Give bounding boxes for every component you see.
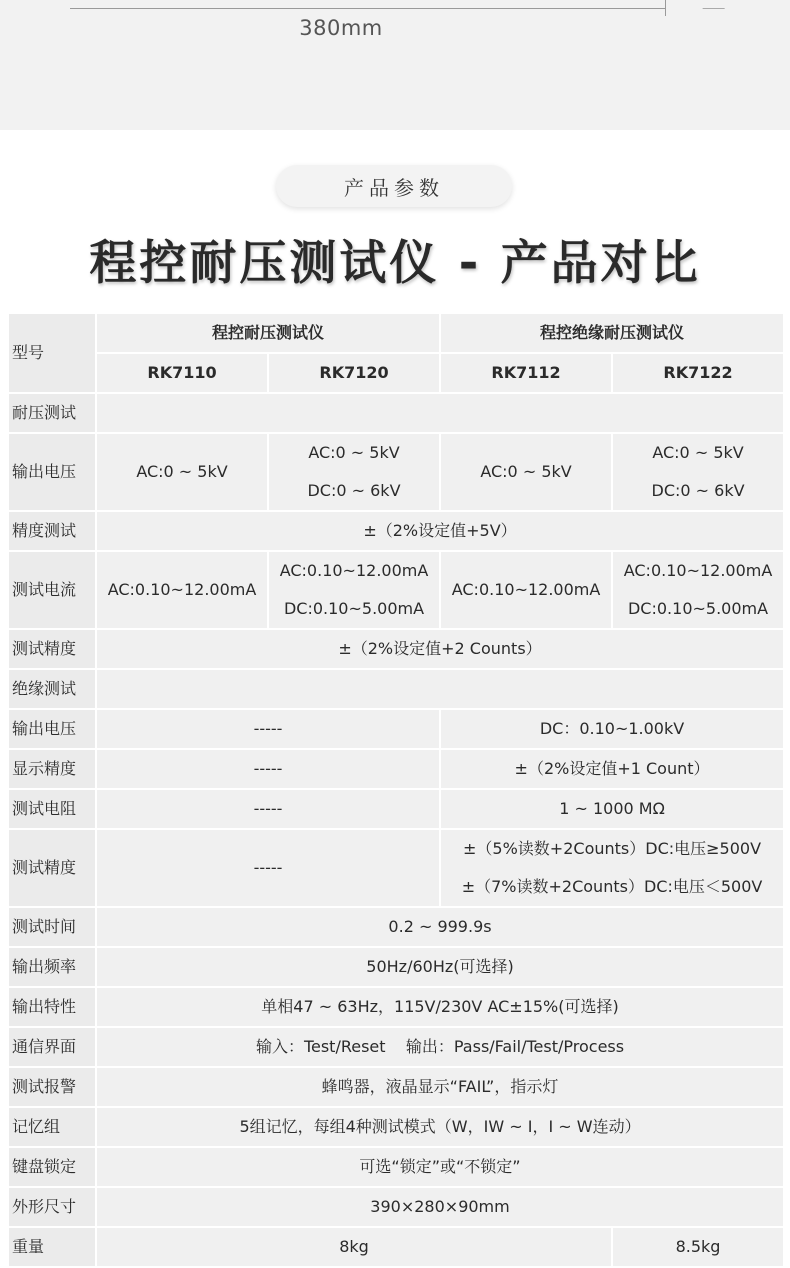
- row-label: 外形尺寸: [9, 1188, 95, 1226]
- row-label: 输出特性: [9, 988, 95, 1026]
- row-label: 键盘锁定: [9, 1148, 95, 1186]
- section-pill: 产品参数: [276, 165, 512, 207]
- row-label: 输出电压: [9, 710, 95, 748]
- row-label: 测试报警: [9, 1068, 95, 1106]
- model-rk7110: RK7110: [97, 354, 267, 392]
- row-label: 记忆组: [9, 1108, 95, 1146]
- section-spacer: [97, 670, 783, 708]
- group-b-header: 程控绝缘耐压测试仪: [441, 314, 783, 352]
- dimension-tick: [665, 0, 666, 16]
- cell-value: 50Hz/60Hz(可选择): [97, 948, 783, 986]
- cell-value: ±（2%设定值+2 Counts）: [97, 630, 783, 668]
- page-title: 程控耐压测试仪 - 产品对比: [89, 236, 701, 291]
- cell-value: 输入：Test/Reset 输出：Pass/Fail/Test/Process: [97, 1028, 783, 1066]
- withstand-section-label: 耐压测试: [9, 394, 95, 432]
- table-row: [9, 552, 783, 628]
- cell-value: [441, 830, 783, 906]
- table-row: [9, 948, 783, 986]
- model-rk7112: RK7112: [441, 354, 611, 392]
- row-label: 输出频率: [9, 948, 95, 986]
- cell-value: AC:0 ~ 5kV: [97, 434, 267, 510]
- model-label: 型号: [9, 314, 95, 392]
- row-label: 显示精度: [9, 750, 95, 788]
- cell-value: -----: [97, 710, 439, 748]
- table-row: [9, 434, 783, 510]
- table-row: [9, 750, 783, 788]
- cell-line: ±（7%读数+2Counts）DC:电压＜500V: [461, 877, 763, 896]
- table-row: [9, 1228, 783, 1266]
- table-row: [9, 512, 783, 550]
- cell-line: ±（5%读数+2Counts）DC:电压≥500V: [463, 839, 762, 858]
- cell-value: DC：0.10~1.00kV: [441, 710, 783, 748]
- row-label: 测试电阻: [9, 790, 95, 828]
- spec-comparison-table: [7, 312, 785, 1268]
- table-row: [9, 790, 783, 828]
- cell-value: [613, 434, 783, 510]
- table-row: [9, 1108, 783, 1146]
- cell-value: AC:0.10~12.00mA: [441, 552, 611, 628]
- table-row: [9, 1028, 783, 1066]
- row-label: 测试精度: [9, 830, 95, 906]
- section-spacer: [97, 394, 783, 432]
- cell-value: 蜂鸣器，液晶显示“FAIL”，指示灯: [97, 1068, 783, 1106]
- table-header-row: [9, 314, 783, 352]
- cell-value: AC:0 ~ 5kV: [441, 434, 611, 510]
- cell-line: DC:0 ~ 6kV: [307, 481, 401, 500]
- cell-value: [269, 552, 439, 628]
- cell-value: 可选“锁定”或“不锁定”: [97, 1148, 783, 1186]
- table-row: [9, 670, 783, 708]
- table-row: [9, 830, 783, 906]
- cell-line: DC:0.10~5.00mA: [627, 599, 769, 618]
- cell-value: 5组记忆，每组4种测试模式（W，IW ~ I，I ~ W连动）: [97, 1108, 783, 1146]
- row-label: 输出电压: [9, 434, 95, 510]
- cell-line: AC:0.10~12.00mA: [279, 561, 429, 580]
- group-a-header: 程控耐压测试仪: [97, 314, 439, 352]
- model-rk7120: RK7120: [269, 354, 439, 392]
- table-row: [9, 1148, 783, 1186]
- cell-value: 0.2 ~ 999.9s: [97, 908, 783, 946]
- cell-value: [613, 552, 783, 628]
- cell-value: AC:0.10~12.00mA: [97, 552, 267, 628]
- cell-line: AC:0.10~12.00mA: [623, 561, 773, 580]
- table-row: [9, 1068, 783, 1106]
- table-model-row: [9, 354, 783, 392]
- cell-line: AC:0 ~ 5kV: [308, 443, 400, 462]
- row-label: 精度测试: [9, 512, 95, 550]
- table-row: [9, 630, 783, 668]
- cell-line: AC:0 ~ 5kV: [652, 443, 744, 462]
- cell-line: DC:0.10~5.00mA: [283, 599, 425, 618]
- dimension-line: [70, 8, 666, 9]
- cell-value: -----: [97, 830, 439, 906]
- cell-value: 1 ~ 1000 MΩ: [441, 790, 783, 828]
- cell-value: ±（2%设定值+5V）: [97, 512, 783, 550]
- cell-line: DC:0 ~ 6kV: [651, 481, 745, 500]
- row-label: 重量: [9, 1228, 95, 1266]
- model-rk7122: RK7122: [613, 354, 783, 392]
- row-label: 通信界面: [9, 1028, 95, 1066]
- dimension-label: 380mm: [299, 16, 383, 40]
- table-row: [9, 1188, 783, 1226]
- cell-value: 8.5kg: [613, 1228, 783, 1266]
- row-label: 测试电流: [9, 552, 95, 628]
- cell-value: -----: [97, 790, 439, 828]
- table-row: [9, 394, 783, 432]
- table-row: [9, 908, 783, 946]
- table-row: [9, 988, 783, 1026]
- insulation-section-label: 绝缘测试: [9, 670, 95, 708]
- table-row: [9, 710, 783, 748]
- row-label: 测试时间: [9, 908, 95, 946]
- row-label: 测试精度: [9, 630, 95, 668]
- cell-value: 390×280×90mm: [97, 1188, 783, 1226]
- cell-value: ±（2%设定值+1 Count）: [441, 750, 783, 788]
- cell-value: [269, 434, 439, 510]
- cell-value: 8kg: [97, 1228, 611, 1266]
- product-image-band: [0, 0, 790, 130]
- product-edge: [702, 0, 732, 9]
- cell-value: 单相47 ~ 63Hz，115V/230V AC±15%(可选择): [97, 988, 783, 1026]
- cell-value: -----: [97, 750, 439, 788]
